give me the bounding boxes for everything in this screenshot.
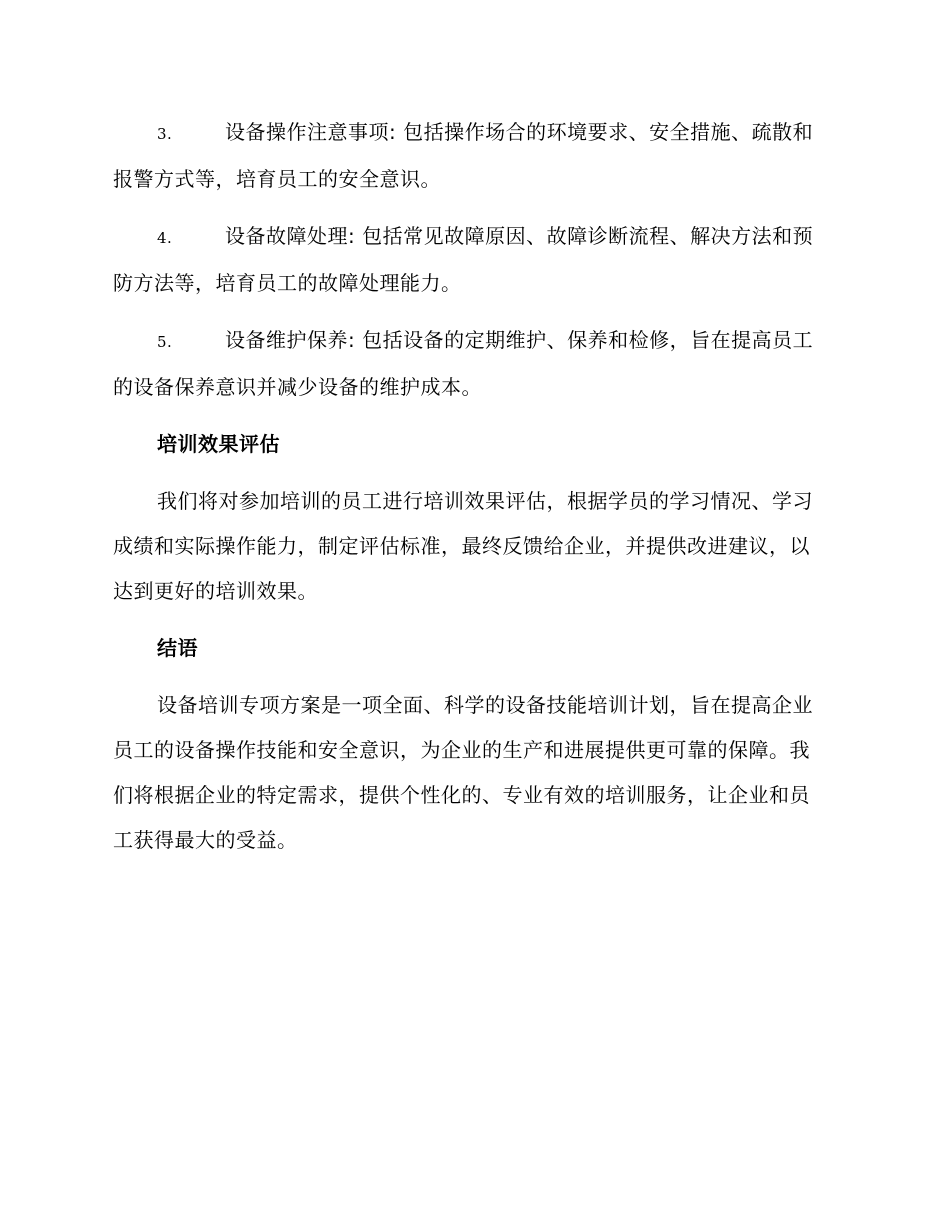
- list-item-3: [113, 110, 829, 202]
- list-item-5: [113, 318, 829, 410]
- document-content: [113, 110, 829, 875]
- list-number: 5.: [157, 333, 173, 351]
- list-number: 3.: [157, 125, 173, 143]
- section-paragraph-conclusion: 设备培训专项方案是一项全面、科学的设备技能培训计划，旨在提高企业员工的设备操作技能和安全意识，为企业的生产和进展提供更可靠的保障。我们将根据企业的特定需求，提供个性化的、专业有效的培训服务，让企业和员工获得最大的受益。: [113, 693, 813, 852]
- list-item-4: [113, 214, 829, 306]
- section-heading-conclusion: 结语: [157, 636, 198, 660]
- section-heading-evaluation: 培训效果评估: [157, 432, 280, 456]
- list-text: 设备维护保养: 包括设备的定期维护、保养和检修，旨在提高员工的设备保养意识并减少设备的维护成本。: [113, 328, 814, 399]
- list-number: 4.: [157, 229, 173, 247]
- list-text: 设备操作注意事项: 包括操作场合的环境要求、安全措施、疏散和报警方式等，培育员工的安全意识。: [113, 120, 814, 191]
- section-paragraph-evaluation: 我们将对参加培训的员工进行培训效果评估，根据学员的学习情况、学习成绩和实际操作能力，制定评估标准，最终反馈给企业，并提供改进建议，以达到更好的培训效果。: [113, 489, 813, 603]
- list-text: 设备故障处理: 包括常见故障原因、故障诊断流程、解决方法和预防方法等，培育员工的故障处理能力。: [113, 224, 814, 295]
